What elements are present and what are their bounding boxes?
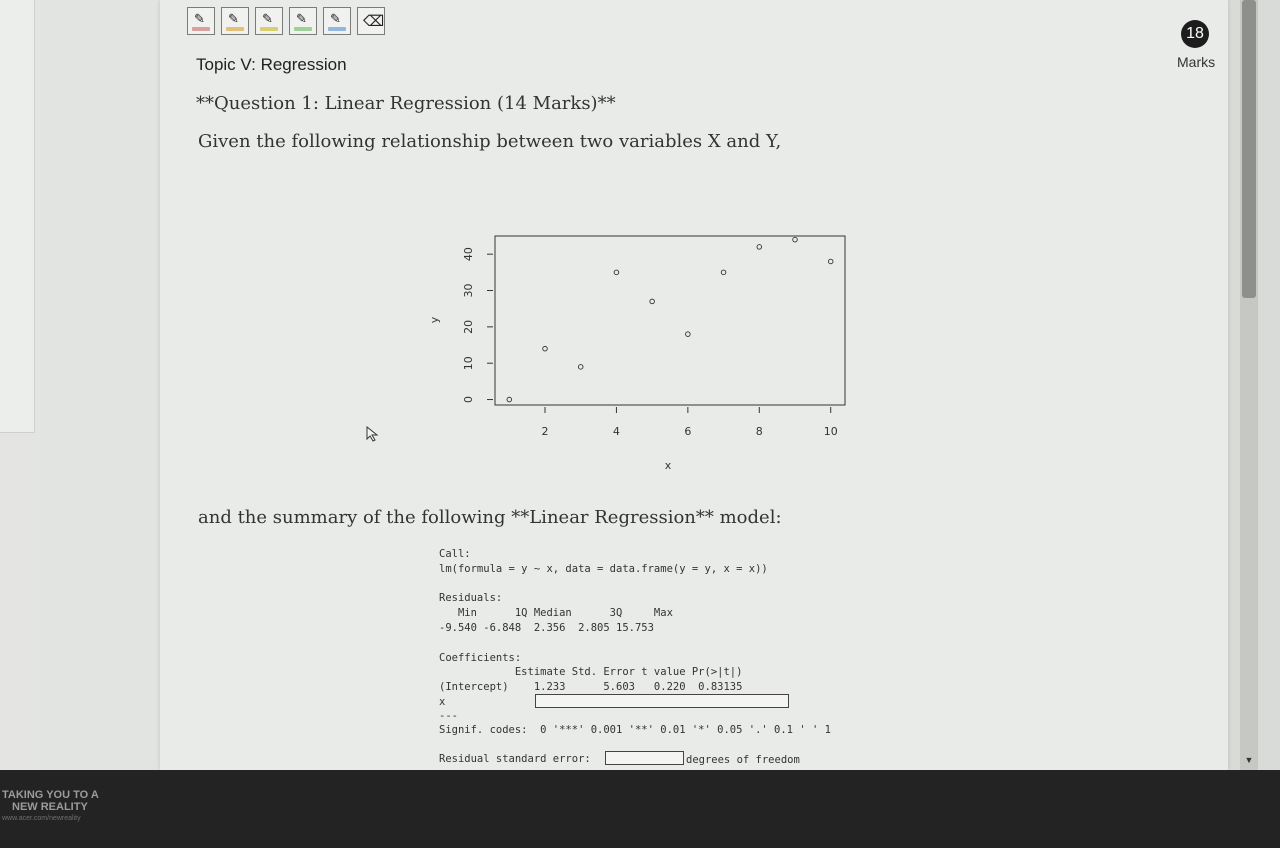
eraser-icon: ⌫ xyxy=(363,13,385,30)
eraser-tool[interactable] xyxy=(357,7,385,35)
question-heading: **Question 1: Linear Regression (14 Marks)** xyxy=(196,93,616,114)
r-call-label: Call: xyxy=(439,548,471,560)
pencil-icon: ✎ xyxy=(330,11,341,26)
color-swatch xyxy=(226,27,244,31)
r-separator: --- xyxy=(439,710,458,722)
x-axis xyxy=(542,407,838,438)
brand-line-2: NEW REALITY xyxy=(12,801,88,813)
y-tick-label: 30 xyxy=(462,283,475,298)
x-axis-label: x xyxy=(664,459,672,472)
summary-intro-text: and the summary of the following **Linear Regression** model: xyxy=(198,507,782,528)
color-swatch xyxy=(328,27,346,31)
y-tick-label: 20 xyxy=(462,319,475,334)
x-tick-label: 8 xyxy=(755,425,763,438)
y-axis xyxy=(462,247,493,403)
data-point xyxy=(793,237,798,242)
r-residuals-label: Residuals: xyxy=(439,592,503,604)
x-tick-label: 2 xyxy=(541,425,549,438)
data-point xyxy=(507,397,512,402)
data-point xyxy=(721,270,726,275)
pencil-icon: ✎ xyxy=(194,11,205,26)
scatter-plot xyxy=(420,225,860,475)
pen-tool-red[interactable] xyxy=(187,7,215,35)
pen-tool-green[interactable] xyxy=(289,7,317,35)
scroll-down-icon[interactable]: ▼ xyxy=(1244,755,1254,765)
data-points xyxy=(507,237,833,402)
page-margin xyxy=(40,0,160,770)
x-tick-label: 10 xyxy=(823,425,838,438)
data-point xyxy=(828,259,833,264)
y-axis-label: y xyxy=(428,316,441,324)
x-tick-label: 6 xyxy=(684,425,692,438)
y-tick-label: 0 xyxy=(462,396,475,404)
data-point xyxy=(686,332,691,337)
monitor-bezel xyxy=(0,770,1280,848)
thumbnail-panel xyxy=(0,0,35,433)
plot-frame xyxy=(495,236,845,405)
color-swatch xyxy=(260,27,278,31)
coef-x-answer-box[interactable] xyxy=(535,694,789,708)
left-strip xyxy=(0,0,41,770)
r-coef-x: x xyxy=(439,696,446,708)
pencil-icon: ✎ xyxy=(296,11,307,26)
data-point xyxy=(543,346,548,351)
brand-line-3: www.acer.com/newreality xyxy=(2,815,81,822)
annotation-toolbar xyxy=(187,7,385,35)
r-rse-label: Residual standard error: xyxy=(439,753,591,765)
r-call: lm(formula = y ~ x, data = data.frame(y = y, x = x)) xyxy=(439,563,768,575)
data-point xyxy=(757,245,762,250)
color-swatch xyxy=(192,27,210,31)
brand-line-1: TAKING YOU TO A xyxy=(2,789,99,801)
r-coef-header: Estimate Std. Error t value Pr(>|t|) xyxy=(439,666,743,678)
topic-heading: Topic V: Regression xyxy=(196,55,347,74)
r-signif-codes: Signif. codes: 0 '***' 0.001 '**' 0.01 '*' 0.05 '.' 0.1 ' ' 1 xyxy=(439,724,831,736)
data-point xyxy=(650,299,655,304)
r-coef-label: Coefficients: xyxy=(439,652,522,664)
r-residuals-values: -9.540 -6.848 2.356 2.805 15.753 xyxy=(439,622,654,634)
data-point xyxy=(578,365,583,370)
rse-answer-box[interactable] xyxy=(605,751,684,765)
pencil-icon: ✎ xyxy=(262,11,273,26)
x-tick-label: 4 xyxy=(612,425,620,438)
pen-tool-blue[interactable] xyxy=(323,7,351,35)
question-text: Given the following relationship between two variables X and Y, xyxy=(198,131,782,152)
monitor-brand-text xyxy=(2,789,99,825)
pen-tool-yellow[interactable] xyxy=(255,7,283,35)
r-coef-intercept: (Intercept) 1.233 5.603 0.220 0.83135 xyxy=(439,681,743,693)
pen-tool-orange[interactable] xyxy=(221,7,249,35)
mouse-cursor-icon xyxy=(366,426,380,442)
scrollbar-thumb[interactable] xyxy=(1242,0,1256,298)
data-point xyxy=(614,270,619,275)
y-tick-label: 40 xyxy=(462,247,475,262)
marks-label: Marks xyxy=(1177,54,1216,70)
r-dof-label: degrees of freedom xyxy=(686,754,800,766)
pencil-icon: ✎ xyxy=(228,11,239,26)
color-swatch xyxy=(294,27,312,31)
y-tick-label: 10 xyxy=(462,356,475,371)
r-residuals-header: Min 1Q Median 3Q Max xyxy=(439,607,673,619)
marks-badge: 18 xyxy=(1181,20,1209,48)
